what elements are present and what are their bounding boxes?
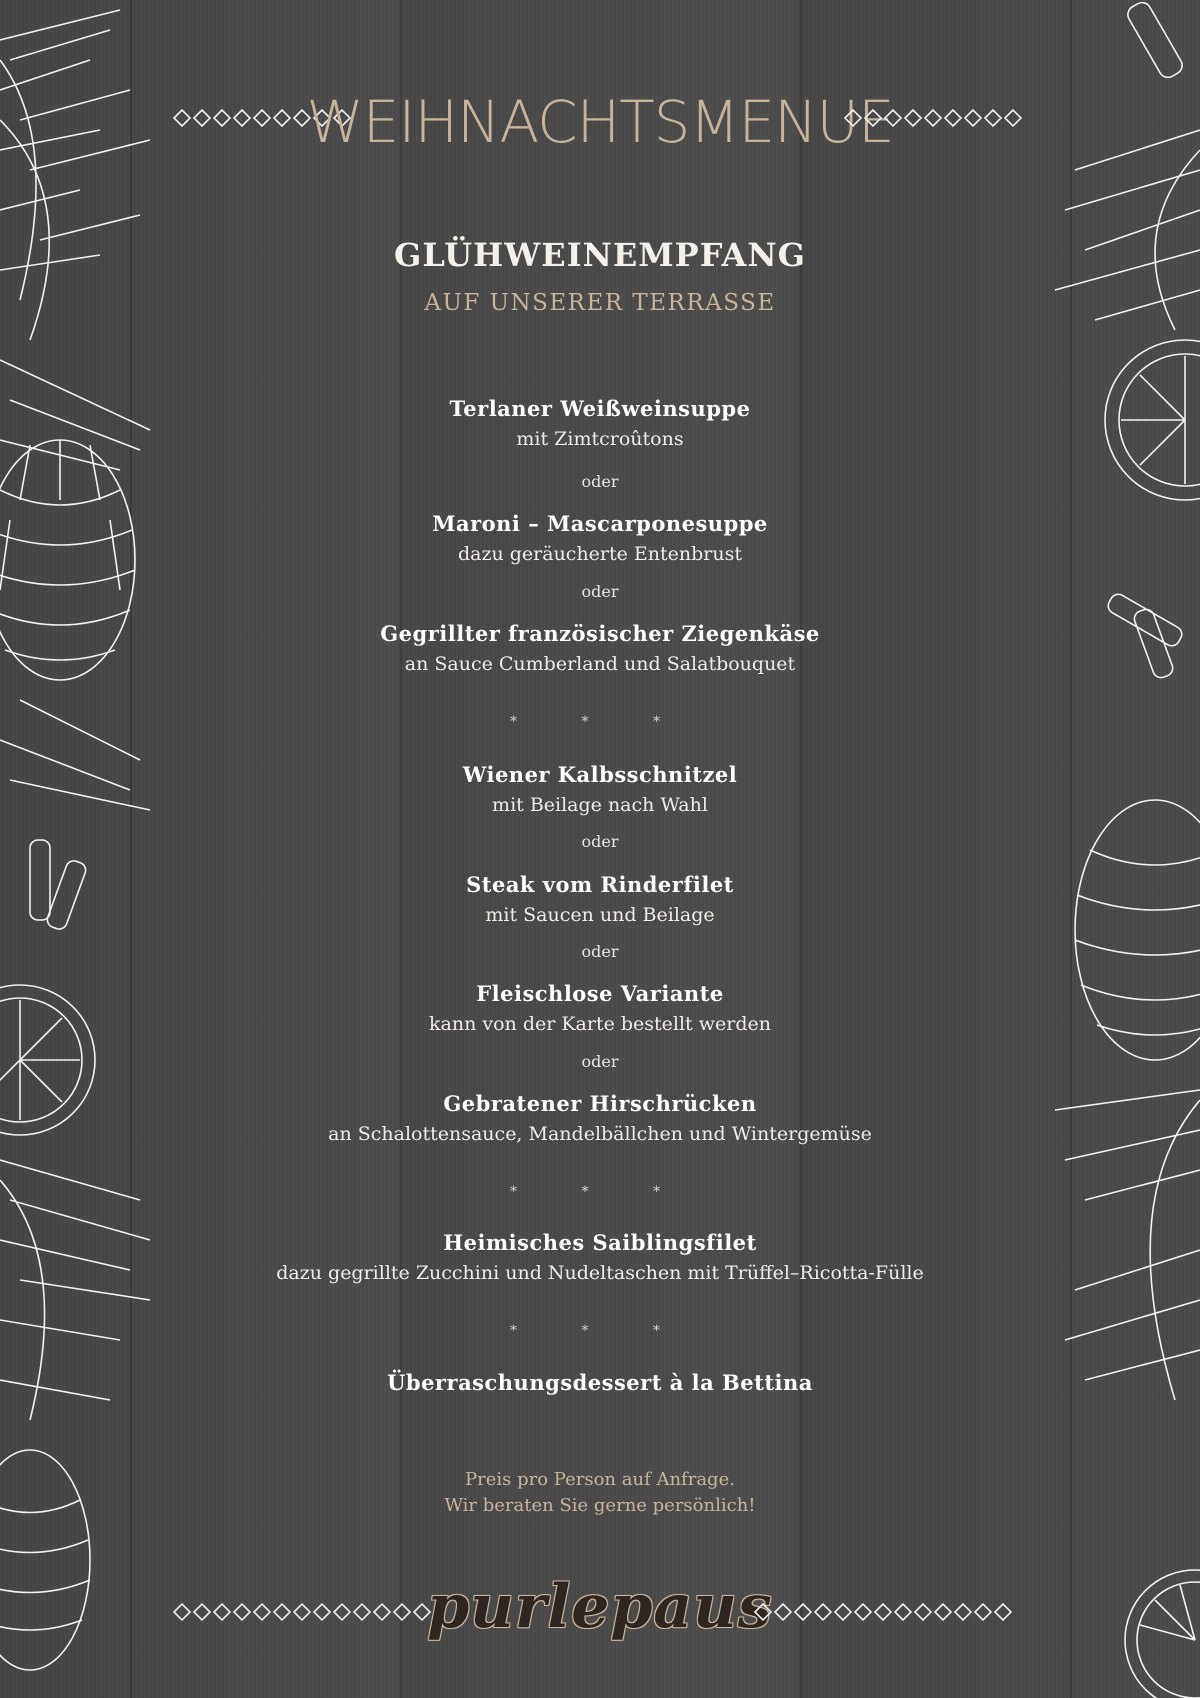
diamond-ornament-icon [753, 1600, 1028, 1624]
price-note: Wir beraten Sie gerne persönlich! [444, 1495, 756, 1516]
dish-description: kann von der Karte bestellt werden [429, 1013, 771, 1035]
dish-name: Maroni – Mascarponesuppe [432, 511, 768, 536]
dish-description: mit Beilage nach Wahl [492, 794, 708, 816]
dish-name: Fleischlose Variante [476, 981, 724, 1006]
price-note: Preis pro Person auf Anfrage. [465, 1469, 735, 1490]
dish-description: dazu geräucherte Entenbrust [457, 543, 743, 565]
dish-description: an Schalottensauce, Mandelbällchen und Wintergemüse [328, 1123, 872, 1145]
dish-description: mit Zimtcroûtons [516, 428, 684, 450]
oder-separator: oder [581, 472, 619, 491]
dish-description: mit Saucen und Beilage [485, 904, 715, 926]
dish-name: Heimisches Saiblingsfilet [443, 1230, 757, 1255]
course-divider: * * * [510, 1184, 690, 1200]
brand-logo: purlepaus [427, 1572, 773, 1642]
course-divider: * * * [510, 714, 690, 730]
dish-name: Gebratener Hirschrücken [443, 1091, 757, 1116]
oder-separator: oder [581, 832, 619, 851]
dish-name: Gegrillter französischer Ziegenkäse [380, 621, 820, 646]
diamond-ornament-icon [843, 106, 1028, 130]
dish-name: Überraschungsdessert à la Bettina [387, 1370, 813, 1395]
reception-subtitle: AUF UNSERER TERRASSE [424, 290, 776, 316]
oder-separator: oder [581, 942, 619, 961]
dish-name: Terlaner Weißweinsuppe [449, 396, 751, 421]
oder-separator: oder [581, 1052, 619, 1071]
menu-title: WEIHNACHTSMENUE [306, 88, 894, 156]
cinnamon-stick-icon [1125, 0, 1186, 81]
dish-name: Steak vom Rinderfilet [466, 872, 734, 897]
oder-separator: oder [581, 582, 619, 601]
reception-title: GLÜHWEINEMPFANG [394, 236, 806, 274]
course-divider: * * * [510, 1323, 690, 1339]
dish-name: Wiener Kalbsschnitzel [462, 762, 738, 787]
dish-description: dazu gegrillte Zucchini und Nudeltaschen mit Trüffel–Ricotta-Fülle [276, 1262, 924, 1284]
dish-description: an Sauce Cumberland und Salatbouquet [404, 653, 796, 675]
